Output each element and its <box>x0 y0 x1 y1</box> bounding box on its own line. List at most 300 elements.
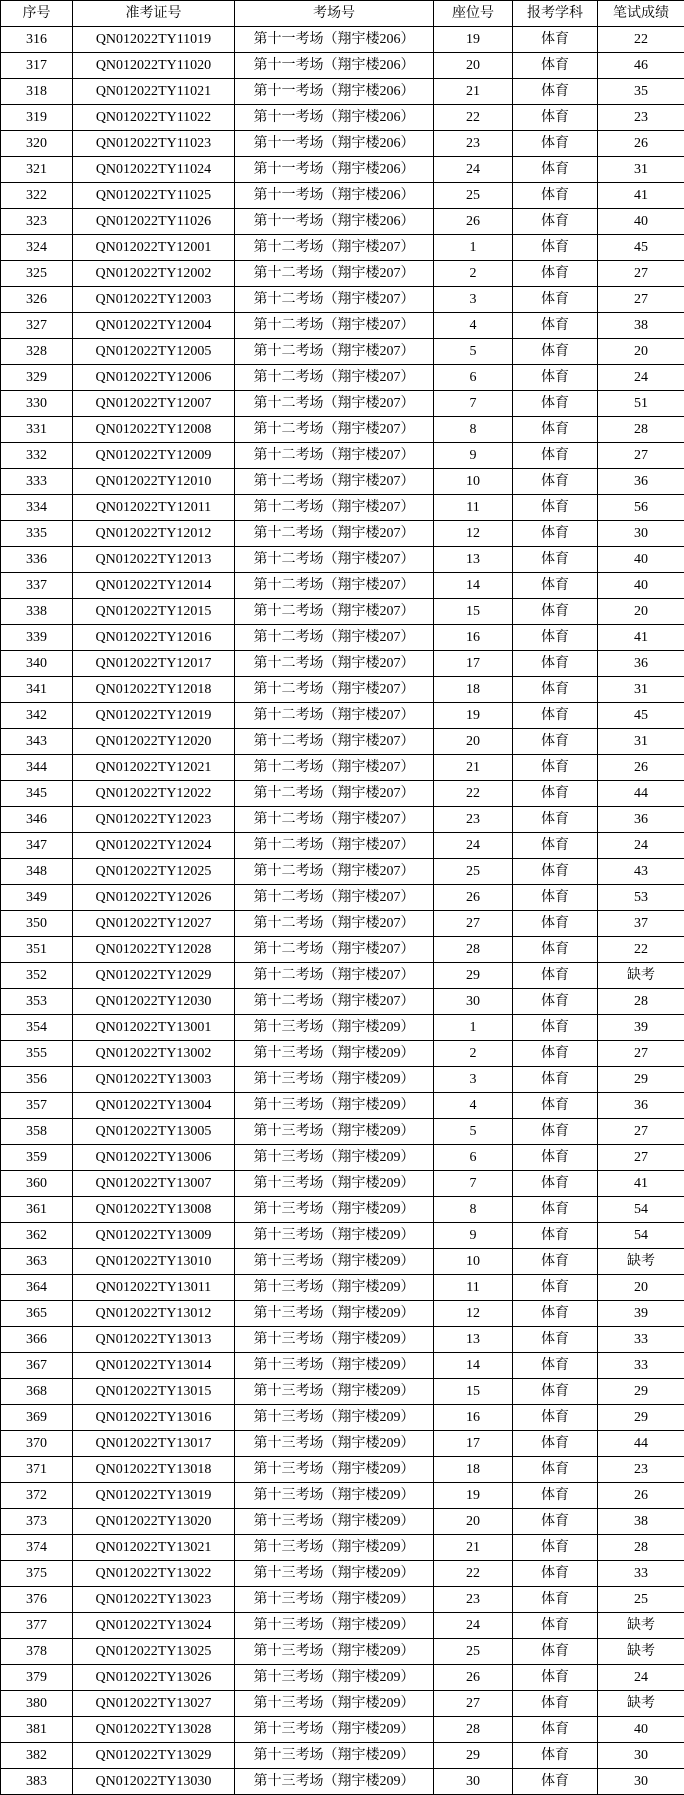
table-row <box>1 1743 684 1769</box>
cell-serial: 344 <box>1 755 73 781</box>
cell-score: 36 <box>598 807 684 833</box>
cell-ticket-number: QN012022TY11025 <box>73 183 235 209</box>
cell-ticket-number: QN012022TY13010 <box>73 1249 235 1275</box>
cell-score: 24 <box>598 1665 684 1691</box>
cell-seat-number: 13 <box>434 547 513 573</box>
cell-score: 41 <box>598 1171 684 1197</box>
cell-subject: 体育 <box>513 781 598 807</box>
cell-serial: 359 <box>1 1145 73 1171</box>
cell-serial: 351 <box>1 937 73 963</box>
cell-ticket-number: QN012022TY13026 <box>73 1665 235 1691</box>
cell-serial: 352 <box>1 963 73 989</box>
cell-ticket-number: QN012022TY13020 <box>73 1509 235 1535</box>
cell-serial: 350 <box>1 911 73 937</box>
cell-ticket-number: QN012022TY13023 <box>73 1587 235 1613</box>
cell-exam-room: 第十三考场（翔宇楼209） <box>235 1717 434 1743</box>
cell-seat-number: 7 <box>434 391 513 417</box>
cell-exam-room: 第十二考场（翔宇楼207） <box>235 651 434 677</box>
cell-seat-number: 19 <box>434 1483 513 1509</box>
cell-subject: 体育 <box>513 235 598 261</box>
cell-seat-number: 28 <box>434 1717 513 1743</box>
cell-ticket-number: QN012022TY13030 <box>73 1769 235 1795</box>
cell-subject: 体育 <box>513 1665 598 1691</box>
cell-exam-room: 第十二考场（翔宇楼207） <box>235 417 434 443</box>
cell-score: 56 <box>598 495 684 521</box>
cell-ticket-number: QN012022TY13007 <box>73 1171 235 1197</box>
cell-ticket-number: QN012022TY13015 <box>73 1379 235 1405</box>
cell-ticket-number: QN012022TY13022 <box>73 1561 235 1587</box>
cell-seat-number: 10 <box>434 469 513 495</box>
cell-exam-room: 第十二考场（翔宇楼207） <box>235 885 434 911</box>
table-row <box>1 1483 684 1509</box>
cell-seat-number: 11 <box>434 495 513 521</box>
cell-seat-number: 30 <box>434 1769 513 1795</box>
cell-score: 23 <box>598 105 684 131</box>
cell-exam-room: 第十二考场（翔宇楼207） <box>235 547 434 573</box>
table-row <box>1 911 684 937</box>
cell-score: 20 <box>598 1275 684 1301</box>
cell-seat-number: 7 <box>434 1171 513 1197</box>
cell-subject: 体育 <box>513 365 598 391</box>
table-row <box>1 1041 684 1067</box>
cell-score: 30 <box>598 521 684 547</box>
cell-score: 53 <box>598 885 684 911</box>
cell-exam-room: 第十二考场（翔宇楼207） <box>235 339 434 365</box>
cell-subject: 体育 <box>513 963 598 989</box>
table-row <box>1 729 684 755</box>
cell-score: 31 <box>598 729 684 755</box>
cell-subject: 体育 <box>513 937 598 963</box>
cell-exam-room: 第十一考场（翔宇楼206） <box>235 53 434 79</box>
cell-score: 缺考 <box>598 1639 684 1665</box>
cell-serial: 356 <box>1 1067 73 1093</box>
cell-serial: 355 <box>1 1041 73 1067</box>
cell-seat-number: 25 <box>434 183 513 209</box>
table-row <box>1 365 684 391</box>
cell-serial: 334 <box>1 495 73 521</box>
cell-exam-room: 第十二考场（翔宇楼207） <box>235 365 434 391</box>
table-row <box>1 1509 684 1535</box>
cell-exam-room: 第十三考场（翔宇楼209） <box>235 1223 434 1249</box>
cell-score: 39 <box>598 1301 684 1327</box>
cell-serial: 321 <box>1 157 73 183</box>
cell-ticket-number: QN012022TY13028 <box>73 1717 235 1743</box>
cell-seat-number: 11 <box>434 1275 513 1301</box>
cell-subject: 体育 <box>513 599 598 625</box>
cell-ticket-number: QN012022TY12018 <box>73 677 235 703</box>
cell-serial: 338 <box>1 599 73 625</box>
cell-serial: 336 <box>1 547 73 573</box>
cell-serial: 353 <box>1 989 73 1015</box>
cell-seat-number: 5 <box>434 1119 513 1145</box>
cell-serial: 333 <box>1 469 73 495</box>
cell-ticket-number: QN012022TY12029 <box>73 963 235 989</box>
table-row <box>1 703 684 729</box>
cell-score: 40 <box>598 573 684 599</box>
cell-ticket-number: QN012022TY12005 <box>73 339 235 365</box>
cell-subject: 体育 <box>513 1197 598 1223</box>
cell-subject: 体育 <box>513 1379 598 1405</box>
cell-subject: 体育 <box>513 443 598 469</box>
cell-seat-number: 21 <box>434 79 513 105</box>
cell-serial: 361 <box>1 1197 73 1223</box>
cell-serial: 329 <box>1 365 73 391</box>
cell-seat-number: 6 <box>434 1145 513 1171</box>
table-row <box>1 885 684 911</box>
table-row <box>1 1431 684 1457</box>
cell-serial: 377 <box>1 1613 73 1639</box>
table-body <box>1 27 684 1795</box>
cell-seat-number: 9 <box>434 443 513 469</box>
cell-score: 43 <box>598 859 684 885</box>
cell-subject: 体育 <box>513 807 598 833</box>
cell-ticket-number: QN012022TY12007 <box>73 391 235 417</box>
cell-score: 54 <box>598 1223 684 1249</box>
cell-exam-room: 第十三考场（翔宇楼209） <box>235 1639 434 1665</box>
cell-seat-number: 20 <box>434 1509 513 1535</box>
cell-ticket-number: QN012022TY12020 <box>73 729 235 755</box>
cell-seat-number: 24 <box>434 833 513 859</box>
cell-seat-number: 28 <box>434 937 513 963</box>
cell-ticket-number: QN012022TY12006 <box>73 365 235 391</box>
cell-ticket-number: QN012022TY12025 <box>73 859 235 885</box>
table-row <box>1 521 684 547</box>
cell-subject: 体育 <box>513 1457 598 1483</box>
cell-score: 45 <box>598 703 684 729</box>
table-row <box>1 1275 684 1301</box>
cell-seat-number: 3 <box>434 287 513 313</box>
cell-exam-room: 第十一考场（翔宇楼206） <box>235 183 434 209</box>
cell-serial: 374 <box>1 1535 73 1561</box>
table-row <box>1 677 684 703</box>
cell-ticket-number: QN012022TY13011 <box>73 1275 235 1301</box>
cell-seat-number: 23 <box>434 131 513 157</box>
cell-subject: 体育 <box>513 625 598 651</box>
cell-score: 26 <box>598 755 684 781</box>
cell-score: 36 <box>598 651 684 677</box>
cell-seat-number: 29 <box>434 963 513 989</box>
cell-exam-room: 第十三考场（翔宇楼209） <box>235 1067 434 1093</box>
cell-score: 33 <box>598 1353 684 1379</box>
cell-subject: 体育 <box>513 1223 598 1249</box>
cell-seat-number: 29 <box>434 1743 513 1769</box>
cell-score: 30 <box>598 1743 684 1769</box>
cell-score: 25 <box>598 1587 684 1613</box>
cell-ticket-number: QN012022TY13004 <box>73 1093 235 1119</box>
cell-exam-room: 第十三考场（翔宇楼209） <box>235 1015 434 1041</box>
table-row <box>1 625 684 651</box>
cell-score: 缺考 <box>598 1249 684 1275</box>
cell-serial: 319 <box>1 105 73 131</box>
cell-score: 30 <box>598 1769 684 1795</box>
cell-score: 37 <box>598 911 684 937</box>
table-row <box>1 1561 684 1587</box>
cell-exam-room: 第十二考场（翔宇楼207） <box>235 443 434 469</box>
cell-ticket-number: QN012022TY12016 <box>73 625 235 651</box>
cell-seat-number: 26 <box>434 1665 513 1691</box>
table-row <box>1 53 684 79</box>
cell-exam-room: 第十三考场（翔宇楼209） <box>235 1509 434 1535</box>
cell-subject: 体育 <box>513 105 598 131</box>
cell-subject: 体育 <box>513 1275 598 1301</box>
cell-subject: 体育 <box>513 495 598 521</box>
cell-seat-number: 15 <box>434 1379 513 1405</box>
cell-seat-number: 15 <box>434 599 513 625</box>
cell-subject: 体育 <box>513 1691 598 1717</box>
cell-subject: 体育 <box>513 1145 598 1171</box>
table-row <box>1 235 684 261</box>
cell-ticket-number: QN012022TY13014 <box>73 1353 235 1379</box>
cell-ticket-number: QN012022TY12030 <box>73 989 235 1015</box>
cell-exam-room: 第十三考场（翔宇楼209） <box>235 1145 434 1171</box>
cell-subject: 体育 <box>513 1405 598 1431</box>
cell-exam-room: 第十三考场（翔宇楼209） <box>235 1379 434 1405</box>
cell-exam-room: 第十二考场（翔宇楼207） <box>235 677 434 703</box>
cell-score: 31 <box>598 157 684 183</box>
cell-score: 44 <box>598 781 684 807</box>
cell-exam-room: 第十二考场（翔宇楼207） <box>235 573 434 599</box>
cell-exam-room: 第十二考场（翔宇楼207） <box>235 261 434 287</box>
cell-serial: 323 <box>1 209 73 235</box>
cell-serial: 342 <box>1 703 73 729</box>
cell-score: 39 <box>598 1015 684 1041</box>
table-row <box>1 1639 684 1665</box>
cell-serial: 360 <box>1 1171 73 1197</box>
cell-score: 35 <box>598 79 684 105</box>
cell-exam-room: 第十一考场（翔宇楼206） <box>235 27 434 53</box>
cell-ticket-number: QN012022TY12002 <box>73 261 235 287</box>
cell-exam-room: 第十二考场（翔宇楼207） <box>235 911 434 937</box>
cell-serial: 339 <box>1 625 73 651</box>
cell-exam-room: 第十三考场（翔宇楼209） <box>235 1743 434 1769</box>
cell-score: 41 <box>598 183 684 209</box>
cell-exam-room: 第十三考场（翔宇楼209） <box>235 1431 434 1457</box>
table-row <box>1 1379 684 1405</box>
cell-score: 33 <box>598 1327 684 1353</box>
cell-subject: 体育 <box>513 131 598 157</box>
cell-serial: 343 <box>1 729 73 755</box>
cell-serial: 325 <box>1 261 73 287</box>
cell-seat-number: 5 <box>434 339 513 365</box>
cell-subject: 体育 <box>513 1639 598 1665</box>
cell-subject: 体育 <box>513 157 598 183</box>
cell-ticket-number: QN012022TY13027 <box>73 1691 235 1717</box>
table-row <box>1 209 684 235</box>
table-row <box>1 1691 684 1717</box>
cell-seat-number: 10 <box>434 1249 513 1275</box>
cell-score: 40 <box>598 547 684 573</box>
cell-exam-room: 第十二考场（翔宇楼207） <box>235 937 434 963</box>
cell-score: 22 <box>598 937 684 963</box>
cell-exam-room: 第十二考场（翔宇楼207） <box>235 963 434 989</box>
column-header-ticket-number: 准考证号 <box>73 1 235 27</box>
cell-subject: 体育 <box>513 1301 598 1327</box>
table-row <box>1 989 684 1015</box>
cell-ticket-number: QN012022TY13005 <box>73 1119 235 1145</box>
cell-subject: 体育 <box>513 573 598 599</box>
cell-serial: 330 <box>1 391 73 417</box>
cell-score: 20 <box>598 599 684 625</box>
cell-ticket-number: QN012022TY13008 <box>73 1197 235 1223</box>
cell-ticket-number: QN012022TY12017 <box>73 651 235 677</box>
cell-seat-number: 20 <box>434 729 513 755</box>
table-row <box>1 391 684 417</box>
cell-seat-number: 2 <box>434 1041 513 1067</box>
cell-serial: 378 <box>1 1639 73 1665</box>
table-row <box>1 599 684 625</box>
table-row <box>1 417 684 443</box>
cell-subject: 体育 <box>513 1119 598 1145</box>
cell-subject: 体育 <box>513 547 598 573</box>
table-row <box>1 157 684 183</box>
cell-ticket-number: QN012022TY12011 <box>73 495 235 521</box>
cell-exam-room: 第十三考场（翔宇楼209） <box>235 1093 434 1119</box>
cell-score: 22 <box>598 27 684 53</box>
cell-seat-number: 27 <box>434 911 513 937</box>
cell-score: 20 <box>598 339 684 365</box>
cell-serial: 357 <box>1 1093 73 1119</box>
cell-score: 缺考 <box>598 1613 684 1639</box>
cell-subject: 体育 <box>513 729 598 755</box>
table-row <box>1 1119 684 1145</box>
cell-subject: 体育 <box>513 989 598 1015</box>
cell-serial: 345 <box>1 781 73 807</box>
table-row <box>1 833 684 859</box>
table-row <box>1 1301 684 1327</box>
cell-serial: 376 <box>1 1587 73 1613</box>
cell-score: 38 <box>598 313 684 339</box>
cell-seat-number: 24 <box>434 1613 513 1639</box>
cell-subject: 体育 <box>513 27 598 53</box>
cell-serial: 365 <box>1 1301 73 1327</box>
cell-ticket-number: QN012022TY13016 <box>73 1405 235 1431</box>
cell-subject: 体育 <box>513 1067 598 1093</box>
table-row <box>1 755 684 781</box>
cell-ticket-number: QN012022TY12022 <box>73 781 235 807</box>
cell-exam-room: 第十三考场（翔宇楼209） <box>235 1327 434 1353</box>
cell-serial: 381 <box>1 1717 73 1743</box>
cell-serial: 347 <box>1 833 73 859</box>
cell-exam-room: 第十二考场（翔宇楼207） <box>235 833 434 859</box>
cell-seat-number: 23 <box>434 1587 513 1613</box>
cell-ticket-number: QN012022TY11026 <box>73 209 235 235</box>
cell-score: 24 <box>598 833 684 859</box>
cell-exam-room: 第十一考场（翔宇楼206） <box>235 105 434 131</box>
cell-ticket-number: QN012022TY12012 <box>73 521 235 547</box>
cell-subject: 体育 <box>513 521 598 547</box>
cell-serial: 335 <box>1 521 73 547</box>
cell-ticket-number: QN012022TY12008 <box>73 417 235 443</box>
cell-seat-number: 16 <box>434 625 513 651</box>
cell-seat-number: 26 <box>434 885 513 911</box>
cell-ticket-number: QN012022TY12004 <box>73 313 235 339</box>
cell-subject: 体育 <box>513 1353 598 1379</box>
table-row <box>1 1587 684 1613</box>
cell-seat-number: 8 <box>434 1197 513 1223</box>
cell-exam-room: 第十二考场（翔宇楼207） <box>235 599 434 625</box>
cell-serial: 328 <box>1 339 73 365</box>
cell-subject: 体育 <box>513 911 598 937</box>
cell-score: 41 <box>598 625 684 651</box>
cell-subject: 体育 <box>513 1431 598 1457</box>
table-row <box>1 573 684 599</box>
table-row <box>1 1769 684 1795</box>
cell-exam-room: 第十二考场（翔宇楼207） <box>235 625 434 651</box>
cell-ticket-number: QN012022TY12015 <box>73 599 235 625</box>
cell-subject: 体育 <box>513 1093 598 1119</box>
column-header-seat-number: 座位号 <box>434 1 513 27</box>
cell-subject: 体育 <box>513 859 598 885</box>
cell-score: 31 <box>598 677 684 703</box>
cell-ticket-number: QN012022TY13001 <box>73 1015 235 1041</box>
cell-serial: 320 <box>1 131 73 157</box>
table-row <box>1 1249 684 1275</box>
cell-score: 27 <box>598 287 684 313</box>
cell-score: 27 <box>598 443 684 469</box>
cell-seat-number: 26 <box>434 209 513 235</box>
cell-exam-room: 第十二考场（翔宇楼207） <box>235 235 434 261</box>
cell-subject: 体育 <box>513 53 598 79</box>
cell-serial: 331 <box>1 417 73 443</box>
cell-seat-number: 3 <box>434 1067 513 1093</box>
cell-ticket-number: QN012022TY13017 <box>73 1431 235 1457</box>
cell-subject: 体育 <box>513 833 598 859</box>
cell-exam-room: 第十三考场（翔宇楼209） <box>235 1535 434 1561</box>
cell-serial: 354 <box>1 1015 73 1041</box>
cell-ticket-number: QN012022TY12028 <box>73 937 235 963</box>
cell-seat-number: 1 <box>434 235 513 261</box>
cell-exam-room: 第十三考场（翔宇楼209） <box>235 1171 434 1197</box>
cell-serial: 340 <box>1 651 73 677</box>
cell-subject: 体育 <box>513 1483 598 1509</box>
cell-seat-number: 24 <box>434 157 513 183</box>
table-row <box>1 1457 684 1483</box>
cell-ticket-number: QN012022TY13025 <box>73 1639 235 1665</box>
cell-score: 28 <box>598 989 684 1015</box>
cell-ticket-number: QN012022TY12014 <box>73 573 235 599</box>
cell-score: 54 <box>598 1197 684 1223</box>
table-row <box>1 1613 684 1639</box>
cell-seat-number: 23 <box>434 807 513 833</box>
cell-subject: 体育 <box>513 1613 598 1639</box>
column-header-exam-room: 考场号 <box>235 1 434 27</box>
cell-ticket-number: QN012022TY12021 <box>73 755 235 781</box>
cell-ticket-number: QN012022TY12001 <box>73 235 235 261</box>
cell-ticket-number: QN012022TY13018 <box>73 1457 235 1483</box>
cell-serial: 364 <box>1 1275 73 1301</box>
cell-serial: 324 <box>1 235 73 261</box>
cell-score: 29 <box>598 1405 684 1431</box>
cell-ticket-number: QN012022TY13009 <box>73 1223 235 1249</box>
cell-ticket-number: QN012022TY12009 <box>73 443 235 469</box>
cell-subject: 体育 <box>513 1327 598 1353</box>
cell-score: 29 <box>598 1067 684 1093</box>
cell-seat-number: 18 <box>434 677 513 703</box>
table-row <box>1 495 684 521</box>
cell-serial: 373 <box>1 1509 73 1535</box>
cell-score: 27 <box>598 261 684 287</box>
cell-seat-number: 20 <box>434 53 513 79</box>
cell-ticket-number: QN012022TY12003 <box>73 287 235 313</box>
cell-exam-room: 第十二考场（翔宇楼207） <box>235 287 434 313</box>
cell-serial: 380 <box>1 1691 73 1717</box>
cell-subject: 体育 <box>513 79 598 105</box>
cell-exam-room: 第十二考场（翔宇楼207） <box>235 781 434 807</box>
cell-subject: 体育 <box>513 183 598 209</box>
table-row <box>1 1015 684 1041</box>
cell-subject: 体育 <box>513 1249 598 1275</box>
column-header-serial: 序号 <box>1 1 73 27</box>
